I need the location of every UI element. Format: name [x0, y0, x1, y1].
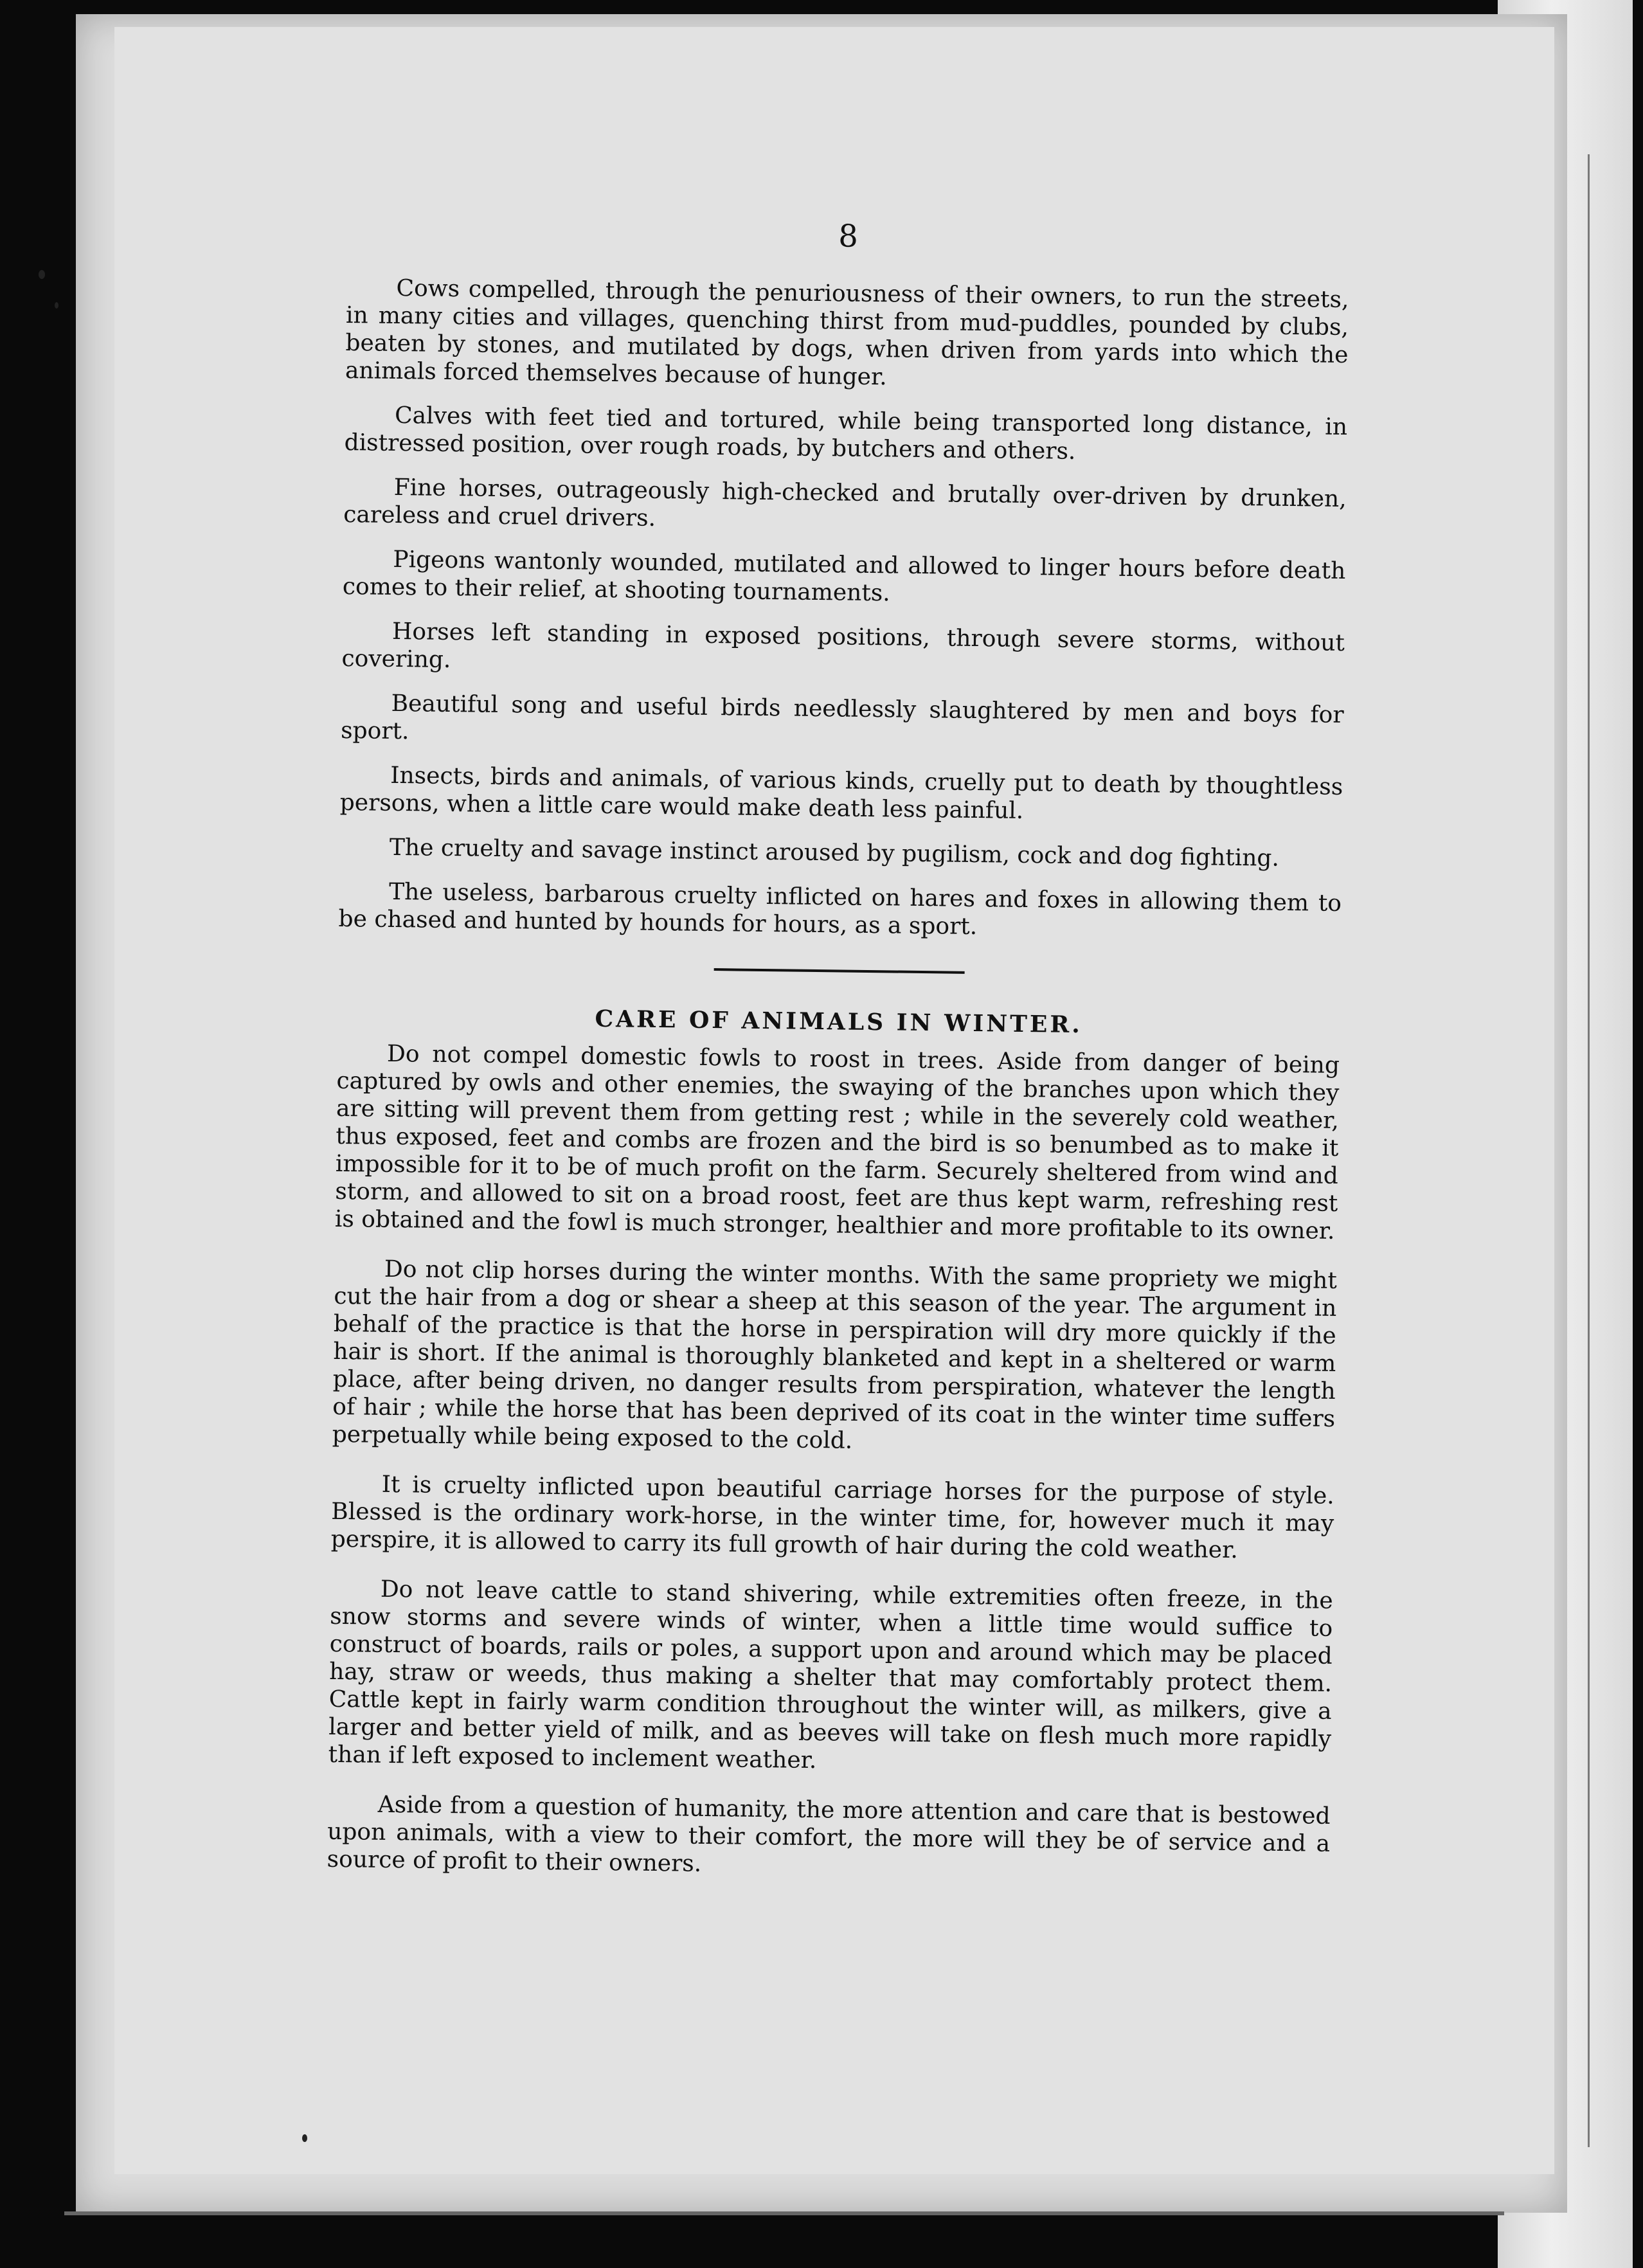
paragraph-carriage-horses: It is cruelty inflicted upon beautiful carriage horses for the purpose of style. Blessed is the ordinary work-horse, in the winter time, for, however much it may perspire, it is allowed to carry its full growth of hair during the cold weather.	[330, 1471, 1334, 1564]
print-speck	[302, 2134, 307, 2142]
section-heading: CARE OF ANIMALS IN WINTER.	[595, 1005, 1083, 1039]
paragraph-humanity: Aside from a question of humanity, the more attention and care that is bestowed upon animals, with a view to their comfort, the more will they be of service and a source of profit to their owners.	[327, 1791, 1331, 1877]
page-number: 8	[838, 218, 859, 255]
paragraph-horses-checked: Fine horses, outrageously high-checked and brutally over-driven by drunken, careless and cruel drivers.	[343, 474, 1347, 532]
print-speck	[39, 270, 45, 279]
paragraph-fowls: Do not compel domestic fowls to roost in trees. Aside from danger of being captured by owls and other enemies, the swaying of the branches upon which they are sitting will prevent them from getting rest ; while in the severely cold weather, thus exposed, feet and combs are frozen and the bird is so benumbed as to make it impossible for it to be of much profit on the farm. Securely sheltered from wind and storm, and allowed to sit on a broad roost, feet are thus kept warm, refreshing rest is obtained and the fowl is much stronger, healthier and more profitable to its owner.	[334, 1040, 1340, 1245]
cruelty-list	[338, 274, 1349, 945]
section-divider	[714, 968, 965, 974]
paragraph-cattle: Do not leave cattle to stand shivering, while extremities often freeze, in the snow storms and severe winds of winter, when a little time would suffice to construct of boards, rails or poles, a support upon and around which may be placed hay, straw or weeds, thus making a shelter that may comfortably protect them. Cattle kept in fairly warm condition throughout the winter will, as milkers, give a larger and better yield of milk, and as beeves will take on flesh much more rapidly than if left exposed to inclement weather.	[328, 1576, 1333, 1774]
paragraph-calves: Calves with feet tied and tortured, while being transported long distance, in distressed position, over rough roads, by butchers and others.	[344, 402, 1348, 465]
print-speck	[55, 302, 58, 309]
winter-care-section	[327, 1002, 1340, 1886]
paragraph-clipping: Do not clip horses during the winter months. With the same propriety we might cut the hair from a dog or shear a sheep at this season of the year. The argument in behalf of the practice is that the horse in perspiration will dry more quickly if the hair is short. If the animal is thoroughly blanketed and kept in a sheltered or warm place, after being driven, no danger results from perspiration, whatever the length of hair ; while the horse that has been deprived of its coat in the winter time suffers perpetually while being exposed to the cold.	[332, 1256, 1338, 1454]
page-edge-line	[1588, 154, 1590, 2147]
paragraph-cows: Cows compelled, through the penuriousness of their owners, to run the streets, in many cities and villages, quenching thirst from mud-puddles, pounded by clubs, beaten by stones, and mutilated by dogs, when driven from yards into which the animals forced themselves because of hunger.	[345, 274, 1349, 391]
paragraph-hares-foxes: The useless, barbarous cruelty inflicted on hares and foxes in allowing them to be chased and hunted by hounds for hours, as a sport.	[338, 878, 1342, 941]
page-content	[327, 212, 1350, 1907]
paragraph-horses-storms: Horses left standing in exposed positions, through severe storms, without covering.	[341, 618, 1345, 674]
paragraph-birds: Beautiful song and useful birds needlessly slaughtered by men and boys for sport.	[340, 690, 1344, 745]
paragraph-pigeons: Pigeons wantonly wounded, mutilated and allowed to linger hours before death comes to their relief, at shooting tournaments.	[342, 546, 1346, 607]
paragraph-pugilism: The cruelty and savage instinct aroused by pugilism, cock and dog fighting.	[389, 834, 1280, 872]
paragraph-insects: Insects, birds and animals, of various kinds, cruelly put to death by thoughtless persons, when a little care would make death less painful.	[339, 762, 1343, 824]
page-bottom-edge	[64, 2211, 1504, 2215]
